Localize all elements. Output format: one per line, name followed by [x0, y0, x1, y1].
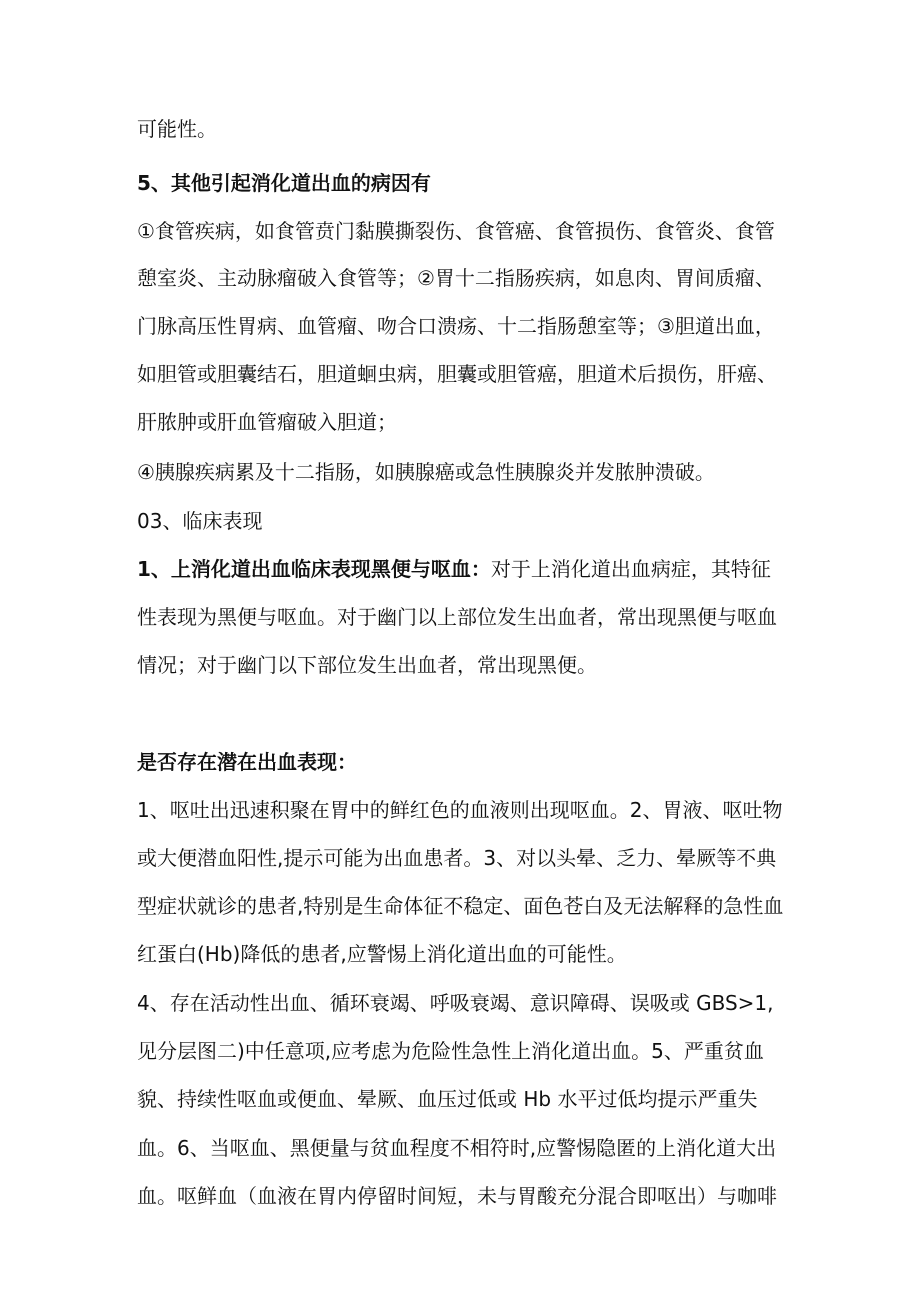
text-line: 如胆管或胆囊结石，胆道蛔虫病，胆囊或胆管癌，胆道术后损伤，肝癌、: [137, 362, 777, 386]
text-line: 门脉高压性胃病、血管瘤、吻合口溃疡、十二指肠憩室等；③胆道出血，: [137, 314, 775, 338]
section-heading: 5、其他引起消化道出血的病因有: [137, 171, 431, 195]
text-run: 对于上消化道出血病症，其特征: [490, 557, 771, 581]
text-line: 见分层图二)中任意项,应考虑为危险性急性上消化道出血。5、严重贫血: [137, 1039, 764, 1063]
text-line: 貌、持续性呕血或便血、晕厥、血压过低或 Hb 水平过低均提示严重失: [137, 1087, 758, 1111]
text-line: 1、呕吐出迅速积聚在胃中的鲜红色的血液则出现呕血。2、胃液、呕吐物: [137, 798, 783, 822]
text-line-with-bold-lead: [137, 556, 771, 582]
text-line: 情况；对于幽门以下部位发生出血者，常出现黑便。: [137, 653, 597, 677]
text-line: 血。6、当呕血、黑便量与贫血程度不相符时,应警惕隐匿的上消化道大出: [137, 1136, 777, 1160]
text-line: 可能性。: [137, 117, 217, 141]
bold-lead: 1、上消化道出血临床表现黑便与呕血：: [137, 557, 491, 581]
section-heading: 是否存在潜在出血表现：: [137, 750, 357, 774]
text-line: 憩室炎、主动脉瘤破入食管等；②胃十二指肠疾病，如息肉、胃间质瘤、: [137, 266, 775, 290]
text-line: 肝脓肿或肝血管瘤破入胆道；: [137, 410, 397, 434]
section-number-heading: 03、临床表现: [137, 509, 263, 533]
text-line: 型症状就诊的患者,特别是生命体征不稳定、面色苍白及无法解释的急性血: [137, 894, 784, 918]
text-line: 血。呕鲜血（血液在胃内停留时间短，未与胃酸充分混合即呕出）与咖啡: [137, 1184, 777, 1208]
text-line: 性表现为黑便与呕血。对于幽门以上部位发生出血者，常出现黑便与呕血: [137, 605, 777, 629]
text-line: 红蛋白(Hb)降低的患者,应警惕上消化道出血的可能性。: [137, 942, 627, 966]
text-line: ④胰腺疾病累及十二指肠，如胰腺癌或急性胰腺炎并发脓肿溃破。: [137, 460, 715, 484]
text-line: 4、存在活动性出血、循环衰竭、呼吸衰竭、意识障碍、误吸或 GBS>1,: [137, 991, 774, 1015]
text-line: ①食管疾病，如食管贲门黏膜撕裂伤、食管癌、食管损伤、食管炎、食管: [137, 219, 775, 243]
text-line: 或大便潜血阳性,提示可能为出血患者。3、对以头晕、乏力、晕厥等不典: [137, 846, 777, 870]
